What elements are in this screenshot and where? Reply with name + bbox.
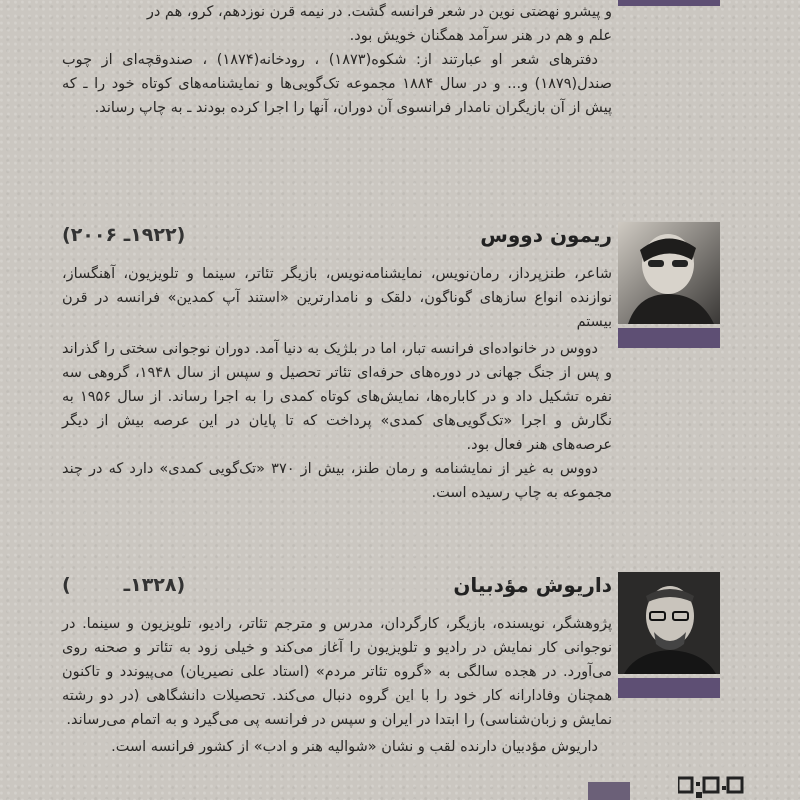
qr-code-icon <box>678 776 744 800</box>
bio2-paragraph-1: شاعر، طنزپرداز، رمان‌نویس، نمایشنامه‌نویس، بازیگر تئاتر، سینما و تلویزیون، آهنگساز، نوازنده انواع سازهای گوناگون، دلقک و نامدارترین «استند آپ کمدین» فرانسه در قرن بیستم <box>62 266 612 330</box>
portrait-photo-icon <box>618 222 720 324</box>
bio1-line-2: علم و هم در هنر سرآمد همگنان خویش بود. <box>349 28 612 44</box>
bio-section-2 <box>62 262 612 505</box>
bio2-header <box>62 220 612 250</box>
bio1-paragraph-2: دفترهای شعر او عبارتند از: شکوه(۱۸۷۳) ، رودخانه(۱۸۷۴) ، صندوقچه‌ای از چوب صندل(۱۸۷۹) و... و در سال ۱۸۸۴ مجموعه تک‌گویی‌ها و نمایشنامه‌های کوتاه خود را ـ که پیش از آن بازیگران نامدار فرانسوی آن دوران، آنها را اجرا کرده بودند ـ به چاپ رساند. <box>62 52 612 116</box>
photo-caption-bar <box>618 678 720 698</box>
bio3-name: داریوش مؤدبیان <box>453 573 612 597</box>
bio-section-3 <box>62 612 612 759</box>
bio3-header <box>62 570 612 600</box>
photo-caption-bar <box>618 0 720 6</box>
photo-caption-bar <box>618 328 720 348</box>
bio2-paragraph-3: دووس به غیر از نمایشنامه و رمان طنز، بیش از ۳۷۰ «تک‌گویی کمدی» دارد که در چند مجموعه به چاپ رسیده است. <box>62 461 612 501</box>
bio3-paragraph-2: داریوش مؤدبیان دارنده لقب و نشان «شوالیه هنر و ادب» از کشور فرانسه است. <box>111 739 598 755</box>
bio1-line-1: و پیشرو نهضتی نوین در شعر فرانسه گشت. در نیمه قرن نوزدهم، کرو، هم در <box>146 4 612 20</box>
bio-section-1 <box>62 0 612 120</box>
bio2-dates: (۱۹۲۲ـ ۲۰۰۶) <box>62 224 186 246</box>
footer-bar <box>588 782 630 800</box>
bio2-photo <box>618 222 720 348</box>
bio2-name: ریمون دووس <box>480 223 612 247</box>
bio3-dates: (۱۳۲۸ـ ) <box>62 574 186 596</box>
portrait-photo-icon <box>618 572 720 674</box>
bio3-paragraph-1: پژوهشگر، نویسنده، بازیگر، کارگردان، مدرس و مترجم تئاتر، رادیو، تلویزیون و سینما. در نوجوانی کار نمایش در رادیو و تلویزیون را آغاز می‌کند و خیلی زود به تئاتر و صحنه روی می‌آورد. در هجده سالگی به «گروه تئاتر مردم» (استاد علی نصیریان) می‌پیوندد و تاکنون همچنان وفادارانه کار خود را با این گروه دنبال می‌کند. تحصیلات دانشگاهی (در دو رشته نمایش و زبان‌شناسی) را ابتدا در ایران و سپس در فرانسه پی می‌گیرد و به اتمام می‌رساند. <box>62 616 612 728</box>
bio3-photo <box>618 572 720 698</box>
bio2-paragraph-2: دووس در خانواده‌ای فرانسه تبار، اما در بلژیک به دنیا آمد. دوران نوجوانی سختی را گذراند و پس از جنگ جهانی در دوره‌های حرفه‌ای تئاتر تحصیل و سپس از سال ۱۹۴۸، گروهی سه نفره تشکیل داد و در کاباره‌ها، نمایش‌های کوتاه کمدی را به اجرا رساند. از سال ۱۹۵۶ به نگارش و اجرا «تک‌گویی‌های کمدی» پرداخت که تا پایان در این عرصه بیش از دیگر عرصه‌های هنر فعال بود. <box>62 341 612 453</box>
